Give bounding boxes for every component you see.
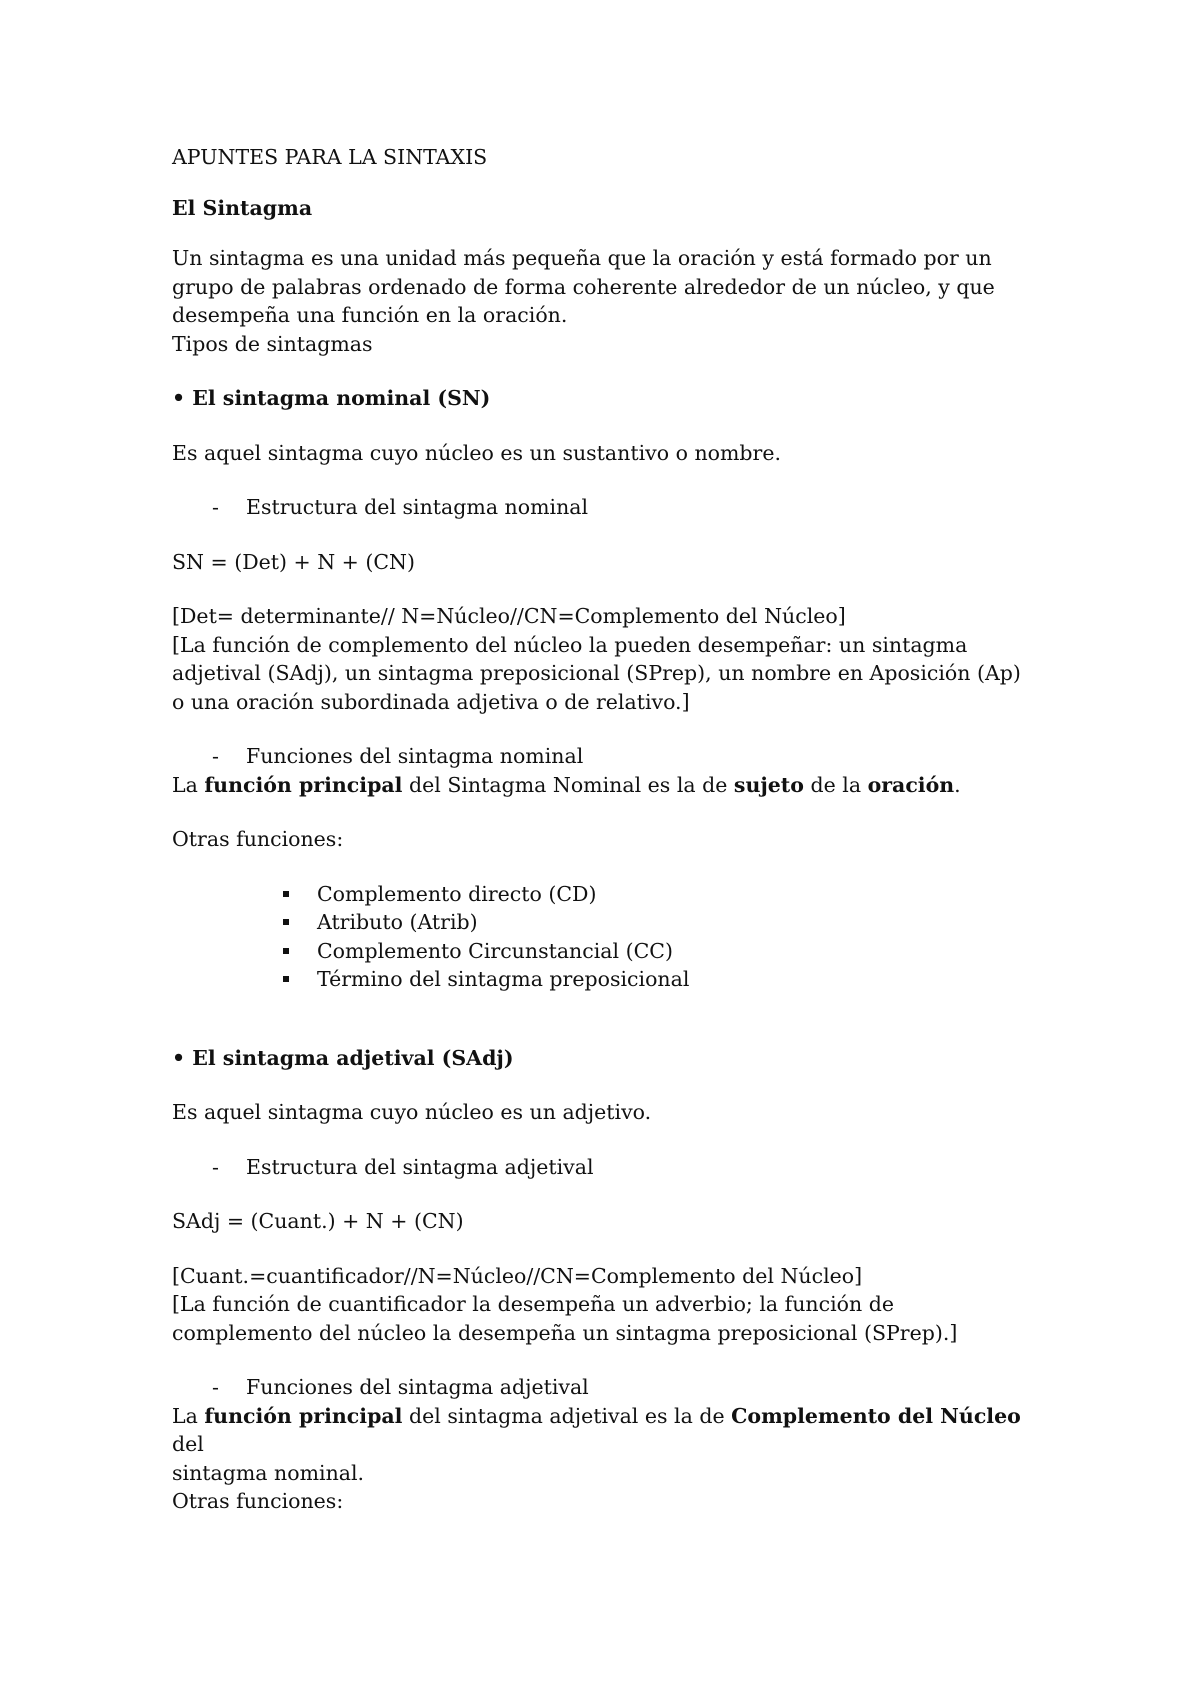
text-run: . [954, 772, 961, 797]
dash-bullet: - [212, 1375, 219, 1399]
sadj-other-label: Otras funciones: [172, 1489, 344, 1513]
sadj-functions-item [172, 1373, 1052, 1402]
sn-note-line: o una oración subordinada adjetiva o de relativo.] [172, 689, 690, 714]
sn-structure-label: Estructura del sintagma nominal [246, 495, 589, 519]
intro-line: desempeña una función en la oración. [172, 303, 568, 327]
intro-line: Un sintagma es una unidad más pequeña que la oración y está formado por un [172, 246, 992, 270]
dash-bullet: - [212, 744, 219, 768]
square-bullet-icon [283, 948, 289, 954]
list-item-text: Atributo (Atrib) [317, 910, 478, 934]
list-item-text: Complemento directo (CD) [317, 881, 597, 906]
text-run: del [172, 1432, 204, 1456]
sn-legend: [Det= determinante// N=Núcleo//CN=Complemento del Núcleo] [172, 604, 846, 628]
text-run: del Sintagma Nominal es la de [402, 772, 734, 797]
bold-run: sujeto [733, 772, 804, 797]
sn-section-title: • El sintagma nominal (SN) [172, 386, 491, 410]
bold-run: Complemento del Núcleo [731, 1403, 1021, 1428]
types-label: Tipos de sintagmas [172, 331, 373, 356]
sadj-main-function-cont: sintagma nominal. [172, 1460, 365, 1485]
text-run: del sintagma adjetival es la de [402, 1403, 732, 1428]
sn-formula: SN = (Det) + N + (CN) [172, 549, 415, 574]
section-heading: El Sintagma [172, 195, 313, 220]
list-item [172, 908, 1052, 937]
sn-note-line: adjetival (SAdj), un sintagma preposicional (SPrep), un nombre en Aposición (Ap) [172, 661, 1021, 685]
sn-functions-label: Funciones del sintagma nominal [246, 744, 584, 768]
list-item-text: Complemento Circunstancial (CC) [317, 938, 673, 963]
sadj-definition: Es aquel sintagma cuyo núcleo es un adjetivo. [172, 1100, 652, 1124]
text-run: La [172, 1403, 205, 1428]
document-body [172, 143, 1052, 1516]
document-title: APUNTES PARA LA SINTAXIS [172, 145, 488, 169]
list-item [172, 880, 1052, 909]
text-run: La [172, 772, 205, 797]
dash-bullet: - [212, 1154, 219, 1179]
list-item [172, 937, 1052, 966]
sadj-legend: [Cuant.=cuantificador//N=Núcleo//CN=Complemento del Núcleo] [172, 1263, 863, 1288]
sadj-formula: SAdj = (Cuant.) + N + (CN) [172, 1209, 464, 1233]
text-run: de la [803, 772, 868, 797]
intro-line: grupo de palabras ordenado de forma coherente alrededor de un núcleo, y que [172, 274, 995, 299]
square-bullet-icon [283, 976, 289, 982]
square-bullet-icon [283, 891, 289, 897]
dash-bullet: - [212, 495, 219, 519]
square-bullet-icon [283, 919, 289, 925]
bold-run: función principal [204, 1403, 403, 1428]
sadj-structure-item [172, 1153, 1052, 1182]
sn-other-functions-list [172, 880, 1052, 994]
sadj-functions-label: Funciones del sintagma adjetival [246, 1375, 589, 1399]
sn-definition: Es aquel sintagma cuyo núcleo es un sustantivo o nombre. [172, 440, 781, 465]
sadj-note-line: [La función de cuantificador la desempeña un adverbio; la función de [172, 1292, 894, 1316]
bold-run: función principal [204, 772, 403, 797]
sn-functions-item [172, 742, 1052, 771]
sn-note-line: [La función de complemento del núcleo la pueden desempeñar: un sintagma [172, 632, 968, 657]
sadj-note-line: complemento del núcleo la desempeña un sintagma preposicional (SPrep).] [172, 1320, 958, 1345]
bold-run: oración [867, 772, 955, 797]
sn-structure-item [172, 493, 1052, 522]
sn-other-label: Otras funciones: [172, 827, 344, 851]
sadj-section-title: • El sintagma adjetival (SAdj) [172, 1045, 514, 1070]
sadj-main-function [172, 1402, 1052, 1459]
list-item [172, 965, 1052, 994]
sn-main-function [172, 771, 1052, 800]
sadj-structure-label: Estructura del sintagma adjetival [246, 1154, 594, 1179]
list-item-text: Término del sintagma preposicional [317, 967, 690, 991]
